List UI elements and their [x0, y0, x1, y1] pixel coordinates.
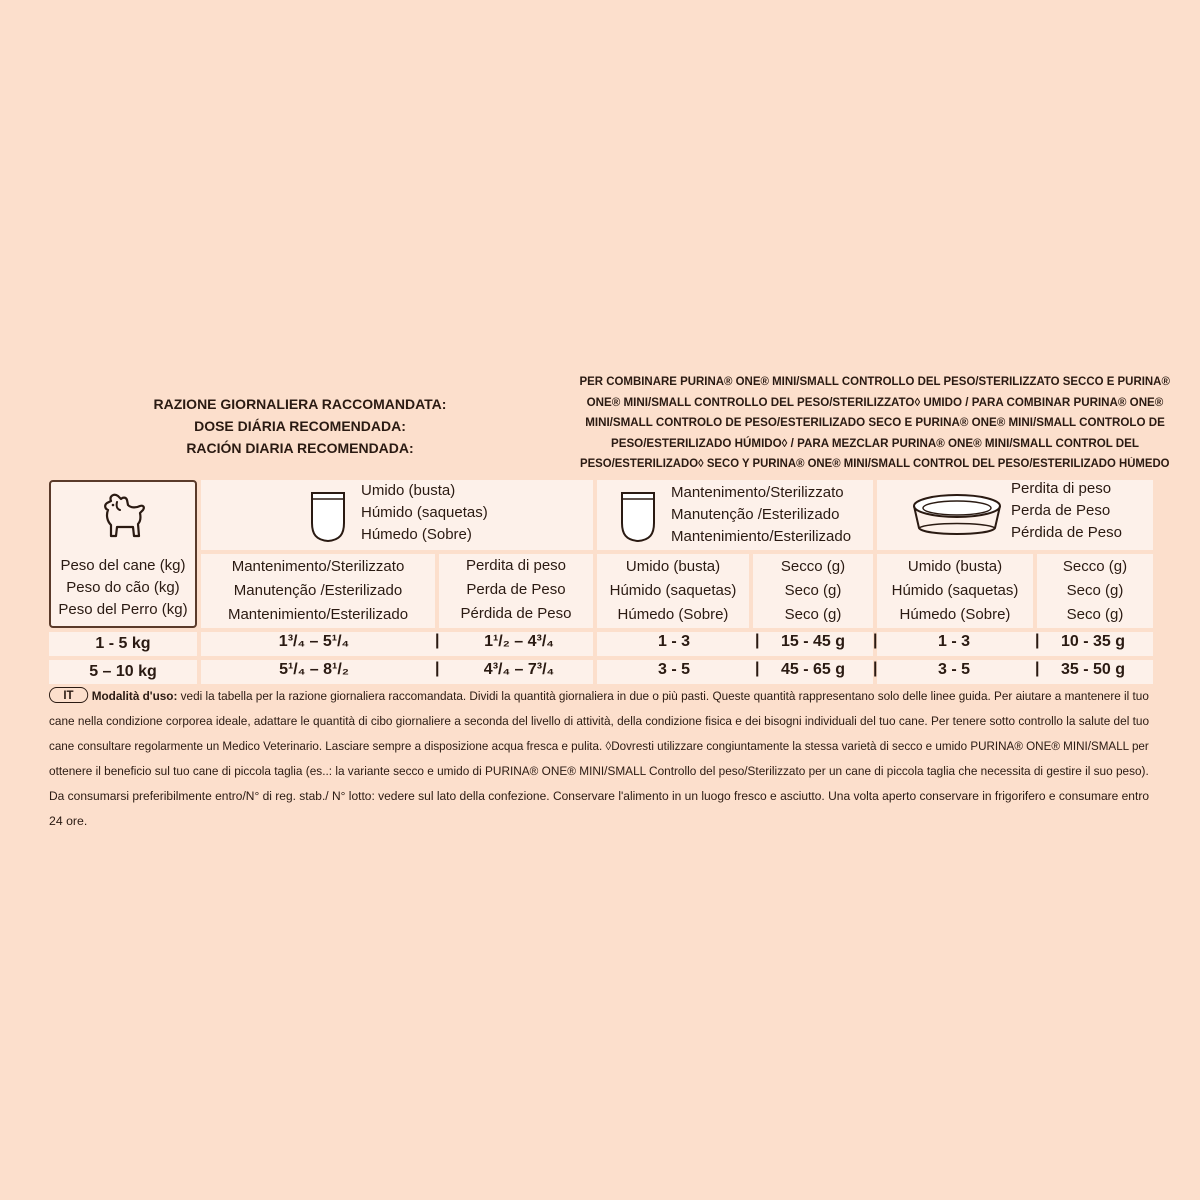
group-header-maintenance — [597, 480, 873, 550]
separator: | — [755, 660, 760, 677]
group-label-wet-it: Umido (busta) — [361, 482, 456, 499]
mixing-heading-line: PER COMBINARE PURINA® ONE® MINI/SMALL CONTROLLO DEL PESO/STERILIZZATO SECCO E PURINA® — [579, 375, 1171, 388]
group-label-maint-pt: Manutenção /Esterilizado — [671, 506, 840, 523]
subheader-text: Manutenção /Esterilizado — [233, 582, 403, 599]
subheader-text: Umido (busta) — [907, 558, 1003, 575]
subheader-text: Perda de Peso — [466, 581, 566, 598]
subheader-text: Secco (g) — [780, 558, 846, 575]
row-weight-2 — [49, 660, 197, 684]
group-label-loss-es: Pérdida de Peso — [1011, 524, 1122, 541]
group-label-wet-es: Húmedo (Sobre) — [361, 526, 472, 543]
separator: | — [435, 632, 440, 649]
subheader-text: Seco (g) — [1066, 582, 1124, 599]
value-cell: 1¹/₂ – 4³/₄ — [484, 633, 554, 650]
group-header-wet — [201, 480, 593, 550]
separator: | — [1035, 660, 1040, 677]
heading-it: RAZIONE GIORNALIERA RACCOMANDATA: — [153, 396, 447, 412]
value-cell: 4³/₄ – 7³/₄ — [483, 661, 555, 678]
subheader-dry-a — [753, 554, 873, 628]
language-badge: IT — [49, 687, 88, 703]
subheader-text: Húmedo (Sobre) — [899, 606, 1011, 623]
subheader-text: Mantenimento/Sterilizzato — [231, 558, 405, 575]
bowl-icon — [911, 492, 1003, 548]
instructions-line: ottenere il beneficio sul tuo cane di piccola taglia (es..: la variante secco e umido di PURINA® ONE® MINI/SMALL Controllo del peso/Sterilizzato per un cane di piccola taglia che necessita di gestire il suo peso). — [49, 764, 1149, 778]
value-cell: 1 - 3 — [937, 633, 970, 650]
weight-value: 5 – 10 kg — [89, 663, 157, 680]
mixing-heading-line: ONE® MINI/SMALL CONTROLLO DEL PESO/STERILIZZATO◊ UMIDO / PARA COMBINAR PURINA® ONE® — [586, 395, 1164, 409]
subheader-text: Perdita di peso — [465, 557, 567, 574]
subheader-wet-b — [877, 554, 1033, 628]
heading-pt: DOSE DIÁRIA RECOMENDADA: — [194, 418, 406, 434]
subheader-text: Húmido (saquetas) — [609, 582, 737, 599]
subheader-text: Umido (busta) — [625, 558, 721, 575]
row-weight-1 — [49, 632, 197, 656]
value-cell: 15 - 45 g — [780, 633, 846, 650]
value-cell: 5¹/₄ – 8¹/₂ — [279, 661, 349, 678]
pouch-icon — [619, 490, 657, 552]
value-cell: 45 - 65 g — [780, 661, 846, 678]
mixing-heading — [572, 372, 1178, 475]
mixing-heading-line: PESO/ESTERILIZADO HÚMIDO◊ / PARA MEZCLAR PURINA® ONE® MINI/SMALL CONTROL DEL — [610, 436, 1139, 450]
mixing-heading-line: PESO/ESTERILIZADO◊ SECO Y PURINA® ONE® MINI/SMALL CONTROL DEL PESO/ESTERILIZADO HÚMEDO — [580, 457, 1170, 470]
subheader-text: Pérdida de Peso — [460, 605, 572, 622]
weight-header-cell — [49, 480, 197, 628]
weight-header-it: Peso del cane (kg) — [60, 557, 186, 574]
weight-header-pt: Peso do cão (kg) — [66, 579, 180, 596]
dog-icon — [95, 491, 151, 547]
weight-header-es: Peso del Perro (kg) — [58, 601, 188, 618]
daily-ration-heading — [150, 393, 450, 459]
subheader-text: Seco (g) — [784, 606, 842, 623]
separator: | — [873, 660, 878, 677]
instructions-line: cane nella condizione corporea ideale, adattare le quantità di cibo giornaliere a seconda del livello di attività, della condizione fisica e dei bisogni individuali del tuo cane. Per tenere sotto controllo la salute del tuo — [49, 714, 1150, 728]
subheader-text: Seco (g) — [784, 582, 842, 599]
group-header-weightloss — [877, 480, 1153, 550]
value-cell: 1 - 3 — [657, 633, 690, 650]
instructions-first-line — [49, 684, 1154, 709]
group-label-loss-pt: Perda de Peso — [1011, 502, 1111, 519]
feeding-table — [49, 480, 1153, 684]
subheader-text: Seco (g) — [1066, 606, 1124, 623]
separator: | — [755, 632, 760, 649]
group-label-wet-pt: Húmido (saquetas) — [361, 504, 488, 521]
separator: | — [873, 632, 878, 649]
group-label-maint-es: Mantenimiento/Esterilizado — [671, 528, 852, 545]
subheader-maintenance — [201, 554, 435, 628]
subheader-text: Húmido (saquetas) — [891, 582, 1019, 599]
instructions-text: vedi la tabella per la razione giornaliera raccomandata. Dividi la quantità giornaliera in due o più pasti. Queste quantità rappresentano solo delle linee guida. Per aiutare a mantenere il tuo — [177, 689, 1149, 703]
value-cell: 35 - 50 g — [1060, 661, 1126, 678]
instructions-line: cane consultare regolarmente un Medico Veterinario. Lasciare sempre a disposizione acqua fresca e pulita. ◊Dovresti utilizzare congiuntamente la stessa varietà di secco e umido PURINA® ONE® MINI/SMALL per — [49, 739, 1149, 753]
usage-instructions — [49, 684, 1154, 834]
mixing-heading-line: MINI/SMALL CONTROLO DE PESO/ESTERILIZADO SECO E PURINA® ONE® MINI/SMALL CONTROLO DE — [585, 416, 1165, 429]
value-cell: 3 - 5 — [657, 661, 690, 678]
subheader-text: Secco (g) — [1062, 558, 1128, 575]
instructions-line: Da consumarsi preferibilmente entro/N° di reg. stab./ N° lotto: vedere sul lato della confezione. Conservare l'alimento in un luogo fresco e asciutto. Una volta aperto conservare in frigorifero e consumare entro — [49, 789, 1149, 803]
instructions-line: 24 ore. — [49, 814, 88, 828]
subheader-text: Húmedo (Sobre) — [617, 606, 729, 623]
instructions-lead: Modalità d'uso: — [91, 689, 178, 703]
subheader-text: Mantenimiento/Esterilizado — [227, 606, 409, 623]
separator: | — [435, 660, 440, 677]
value-cell: 10 - 35 g — [1060, 633, 1126, 650]
subheader-wet-a — [597, 554, 749, 628]
group-label-maint-it: Mantenimento/Sterilizzato — [671, 484, 844, 501]
weight-value: 1 - 5 kg — [95, 635, 151, 652]
group-label-loss-it: Perdita di peso — [1011, 480, 1112, 497]
value-cell: 3 - 5 — [937, 661, 970, 678]
subheader-weightloss — [439, 554, 593, 628]
value-cell: 1³/₄ – 5¹/₄ — [278, 633, 350, 650]
heading-es: RACIÓN DIARIA RECOMENDADA: — [186, 440, 414, 456]
separator: | — [1035, 632, 1040, 649]
subheader-dry-b — [1037, 554, 1153, 628]
pouch-icon — [309, 490, 347, 552]
